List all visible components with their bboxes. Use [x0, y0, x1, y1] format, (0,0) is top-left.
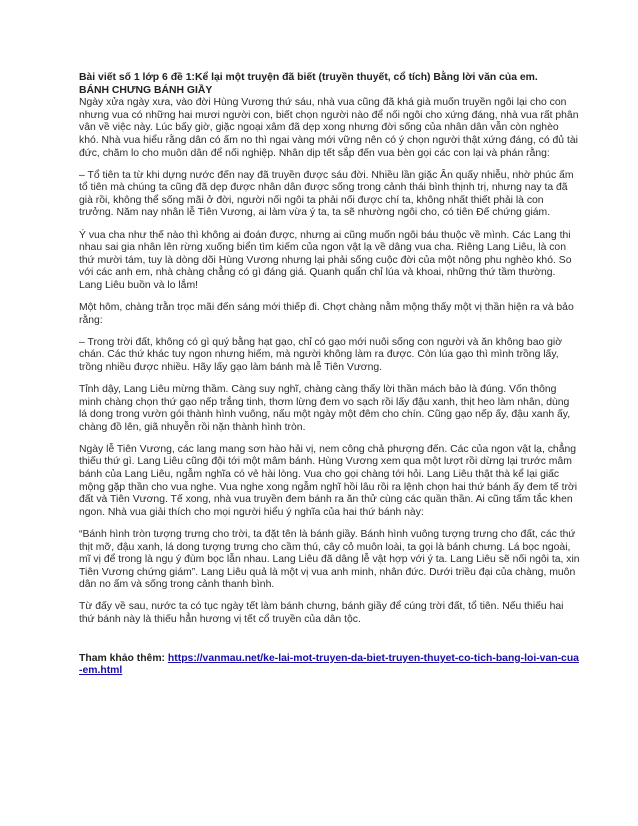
paragraph: – Trong trời đất, không có gì quý bằng hạt gạo, chỉ có gạo mới nuôi sống con người và ăn không bao giờ chán. Các thứ khác tuy ngon nhưng hiếm, mà người không làm ra được. Còn lúa gạo thì mình trồng lấy, trồng nhiều được nhiều. Hãy lấy gạo làm bánh mà lễ Tiên Vương. [79, 336, 563, 373]
paragraph: – Tổ tiên ta từ khi dựng nước đến nay đã truyền được sáu đời. Nhiều lần giặc Ân quấy nhiễu, nhờ phúc ấm tổ tiên mà chúng ta cũng đã dẹp được nhân dân được sống trong cảnh thái bình thịnh trị, nhưng nay ta đã già rồi, không thể sống mãi ở đời, người nối ngôi ta phải nối được chí ta, không nhất thiết phải là con trưởng. Năm nay nhân lễ Tiên Vương, ai làm vừa ý ta, ta sẽ nhường ngôi cho, có tiên Đế chứng giám. [79, 169, 574, 219]
paragraph: Ngày xửa ngày xưa, vào đời Hùng Vương thứ sáu, nhà vua cũng đã khá già muốn truyền ngôi lại cho con nhưng vua có những hai mươi người con, biết chọn người nào để nối ngôi cho xứng đáng, nhà vua rất phân vân về việc này. Lúc bấy giờ, giặc ngoại xâm đã dẹp xong nhưng đời sống của nhân dân vẫn còn nghèo khó. Nhà vua hiểu rằng dân có ấm no thì ngai vàng mới vững nên có ý chọn người thật xứng đáng, có đủ tài đức, chăm lo cho muôn dân để nối nghiệp. Nhân dịp tết sắp đến vua bèn gọi các con lại và phán rằng: [79, 97, 579, 159]
paragraph: “Bánh hình tròn tượng trưng cho trời, ta đặt tên là bánh giầy. Bánh hình vuông tượng trưng cho đất, các thứ thịt mỡ, đậu xanh, lá dong tượng trưng cho cầm thú, cây cỏ muôn loài, ta gọi là bánh chưng. Lá bọc ngoài, mĩ vị để trong là ngụ ý đùm bọc lẫn nhau. Lang Liêu đã dâng lễ vật hợp với ý ta. Lang Liêu sẽ nối ngôi ta, xin Tiên Vương chứng giám”. Lang Liêu quả là một vị vua anh minh, nhân đức. Dưới triều đại của chàng, muôn dân no ấm và sống trong cảnh thanh bình. [79, 528, 580, 591]
document-title: Bài viết số 1 lớp 6 đề 1:Kể lại một truyện đã biết (truyền thuyết, cổ tích) Bằng lời văn của em. [79, 72, 538, 83]
paragraph: Từ đấy về sau, nước ta có tục ngày tết làm bánh chưng, bánh giầy để cúng trời đất, tổ tiên. Nếu thiếu hai thứ bánh này là thiếu hẳn hương vị tết cổ truyền của dân tộc. [79, 601, 564, 625]
reference-link[interactable]: https://vanmau.net/ke-lai-mot-truyen-da-biet-truyen-thuyet-co-tich-bang-loi-van-cua-em.html [79, 652, 579, 677]
reference-line [79, 653, 580, 678]
paragraph: Ý vua cha như thế nào thì không ai đoán được, nhưng ai cũng muốn ngôi báu thuộc về mình. Các Lang thi nhau sai gia nhân lên rừng xuống biển tìm kiếm của ngon vật lạ về dâng vua cha. Riêng Lang Liêu, là con thứ mười tám, tuy là dòng dõi Hùng Vương nhưng lại phải sống cuộc đời của một nông phu nghèo khó. So với các anh em, nhà chàng chẳng có gì đáng giá. Quanh quẩn chỉ lúa và khoai, những thứ tầm thường. Lang Liêu buồn và lo lắm! [79, 229, 572, 291]
story-title: BÁNH CHƯNG BÁNH GIẦY [79, 84, 213, 96]
paragraph: Ngày lễ Tiên Vương, các lang mang sơn hào hải vị, nem công chả phượng đến. Các của ngon vật lạ, chẳng thiếu thứ gì. Lang Liêu cũng đội tới một mâm bánh. Hùng Vương xem qua một lượt rồi dừng lại trước mâm bánh của Lang Liêu, ngẫm nghĩa có vẻ hài lòng. Vua cho gọi chàng tới hỏi. Lang Liêu thật thà kể lại giấc mộng gặp thần cho vua nghe. Vua nghe xong ngẫm nghĩ hồi lâu rồi ra lệnh chọn hai thứ bánh ấy đem tế trời đất và Tiên Vương. Tế xong, nhà vua truyền đem bánh ra ăn thử cùng các quần thần. Ai cũng tấm tắc khen ngon. Nhà vua giải thích cho mọi người hiểu ý nghĩa của hai thứ bánh này: [79, 443, 578, 518]
paragraph: Tỉnh dậy, Lang Liêu mừng thầm. Càng suy nghĩ, chàng càng thấy lời thần mách bảo là đúng. Vốn thông minh chàng chọn thứ gạo nếp trắng tinh, thơm lừng đem vo sạch rồi lấy đậu xanh, thịt heo làm nhân, dùng lá dong trong vườn gói thành hình vuông, nấu một ngày một đêm cho chín. Cũng gạo nếp ấy, đậu xanh ấy, chàng đồ lên, giã nhuyễn rồi nặn thành hình tròn. [79, 383, 571, 433]
reference-label: Tham khảo thêm: [79, 652, 168, 664]
paragraph: Một hôm, chàng trằn trọc mãi đến sáng mới thiếp đi. Chợt chàng nằm mộng thấy một vị thần hiện ra và bảo rằng: [79, 302, 574, 326]
